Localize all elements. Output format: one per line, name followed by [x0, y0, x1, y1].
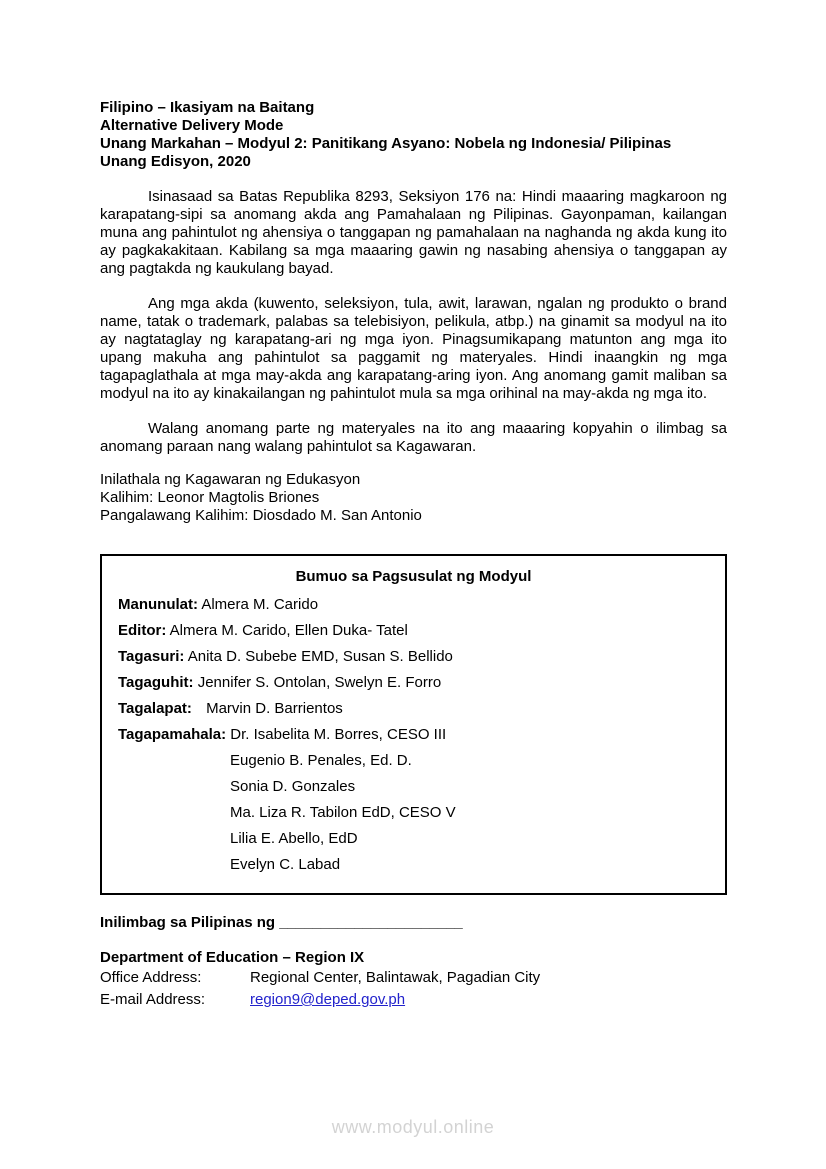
credits-box-title: Bumuo sa Pagsusulat ng Modyul: [295, 568, 532, 585]
credits-management-name: Sonia D. Gonzales: [230, 778, 356, 795]
credits-management-name: Ma. Liza R. Tabilon EdD, CESO V: [230, 804, 456, 821]
copyright-paragraph-1: Isinasaad sa Batas Republika 8293, Seksiyon 176 na: Hindi maaaring magkaroon ng karapatang-sipi sa anomang akda ang Pamahalaan ng Pilipinas. Gayonpaman, kailangan muna ang pahintulot ng ahensiya o tanggapan ng pamahalaan na naghanda ng akda kung ito ay pagkakakitaan. Kabilang sa mga maaaring gawin ng nasabing ahensiya o tanggapan ay ang pagtakda ng kaukulang bayad.: [100, 188, 727, 277]
credits-management-name: Evelyn C. Labad: [230, 856, 341, 873]
publisher-line: Inilathala ng Kagawaran ng Edukasyon: [100, 471, 361, 488]
credits-management-name: Lilia E. Abello, EdD: [230, 830, 358, 847]
office-address-row: [100, 968, 727, 988]
undersecretary-line: Pangalawang Kalihim: Diosdado M. San Antonio: [100, 507, 422, 524]
module-edition: Unang Edisyon, 2020: [100, 153, 251, 170]
credits-label: Tagalapat:: [118, 700, 192, 717]
publisher-block: [100, 471, 727, 525]
module-delivery-mode: Alternative Delivery Mode: [100, 117, 284, 134]
page-content: [100, 99, 727, 1010]
copyright-paragraph-2: Ang mga akda (kuwento, seleksiyon, tula, awit, larawan, ngalan ng produkto o brand name, tatak o trademark, palabas sa telebisiyon, pelikula, atbp.) na ginamit sa modyul na ito ay nagtataglay ng karapatang-ari ng mga iyon. Pinagsumikapang matunton ang mga ito upang makuha ang pahintulot sa paggamit ng materyales. Hindi inaangkin ng mga tagapaglathala at mga may-akda ang karapatang-aring iyon. Ang anomang gamit maliban sa modyul na ito ay kinakailangan ng pahintulot mula sa mga orihinal na may-akda ng mga ito.: [100, 295, 727, 402]
email-address-row: [100, 990, 727, 1010]
module-subject-grade: Filipino – Ikasiyam na Baitang: [100, 99, 315, 116]
copyright-paragraph-3: Walang anomang parte ng materyales na ito ang maaaring kopyahin o ilimbag sa anomang paraan nang walang pahintulot sa Kagawaran.: [100, 420, 727, 455]
footer-block: [100, 948, 727, 1010]
credits-label: Manunulat:: [118, 596, 198, 613]
credits-label: Tagaguhit:: [118, 674, 194, 691]
printed-in-line: [100, 914, 727, 932]
credits-value: Jennifer S. Ontolan, Swelyn E. Forro: [197, 674, 442, 691]
credits-value: Dr. Isabelita M. Borres, CESO III: [230, 726, 447, 743]
credits-value: Almera M. Carido, Ellen Duka- Tatel: [169, 622, 408, 639]
office-address-value: Regional Center, Balintawak, Pagadian City: [250, 969, 541, 986]
credits-box: [100, 554, 727, 895]
credits-row-layout-artist: [118, 701, 709, 716]
printed-in-blank: ______________________: [279, 914, 463, 931]
credits-value: Marvin D. Barrientos: [206, 700, 343, 717]
module-header: [100, 99, 727, 171]
credits-label: Editor:: [118, 622, 167, 639]
module-title: Unang Markahan – Modyul 2: Panitikang Asyano: Nobela ng Indonesia/ Pilipinas: [100, 135, 672, 152]
department-name: Department of Education – Region IX: [100, 949, 365, 966]
credits-row-writer: [118, 597, 709, 612]
credits-row-editor: [118, 623, 709, 638]
printed-in-label: Inilimbag sa Pilipinas ng: [100, 914, 276, 931]
credits-row-management: [118, 727, 709, 742]
credits-label: Tagapamahala:: [118, 726, 227, 743]
credits-row-reviewer: [118, 649, 709, 664]
secretary-line: Kalihim: Leonor Magtolis Briones: [100, 489, 320, 506]
credits-management-name: Eugenio B. Penales, Ed. D.: [230, 752, 412, 769]
watermark: www.modyul.online: [331, 1117, 495, 1137]
email-link[interactable]: region9@deped.gov.ph: [250, 991, 406, 1008]
credits-label: Tagasuri:: [118, 648, 185, 665]
office-address-label: Office Address:: [100, 969, 202, 986]
credits-value: Anita D. Subebe EMD, Susan S. Bellido: [187, 648, 453, 665]
credits-row-illustrator: [118, 675, 709, 690]
credits-value: Almera M. Carido: [201, 596, 319, 613]
email-address-label: E-mail Address:: [100, 991, 206, 1008]
